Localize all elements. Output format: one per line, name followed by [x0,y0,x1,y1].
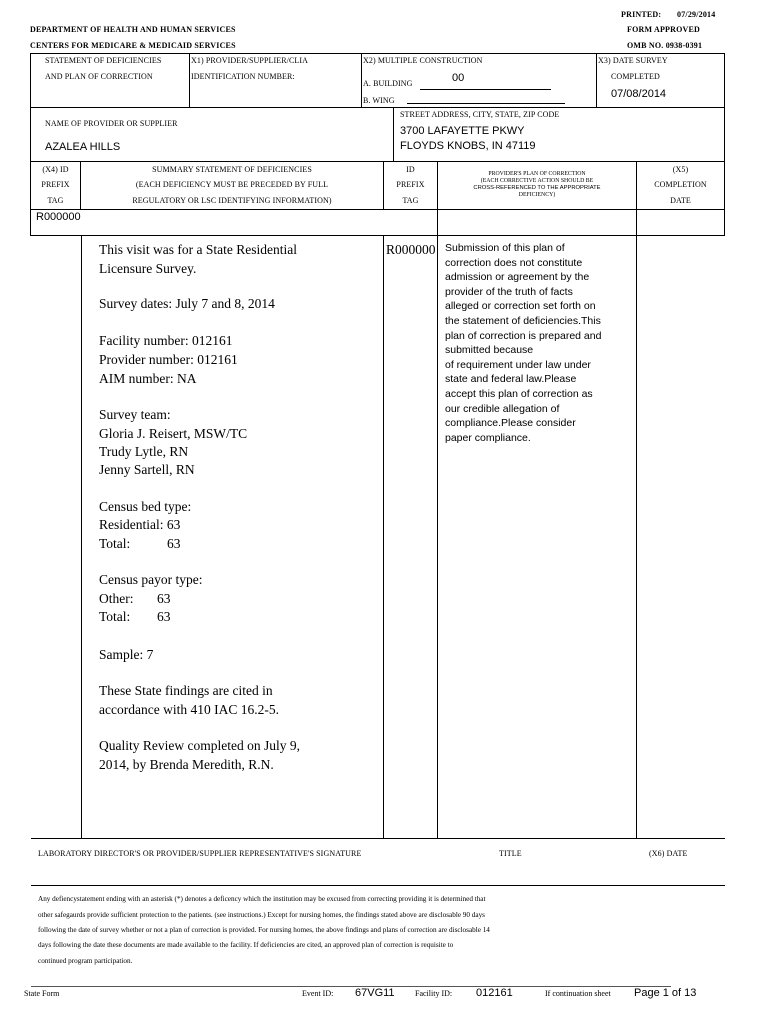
divider-x1 [189,53,190,107]
building-label: A. BUILDING [363,79,413,88]
summary-line: Survey dates: July 7 and 8, 2014 [99,296,275,311]
footer-rule [31,986,671,987]
poc-line: admission or agreement by the [445,271,590,284]
form-status: FORM APPROVED [627,25,701,34]
provider-name: AZALEA HILLS [45,141,121,153]
poc-line: accept this plan of correction as [445,387,593,400]
summary-line: Trudy Lytle, RN [99,444,189,459]
body-divider-poc [636,210,637,838]
building-underline [420,89,551,90]
poc-header-4: DEFICIENCY) [518,192,556,198]
statement-label-2: AND PLAN OF CORRECTION [45,72,153,81]
divider-address [393,107,394,161]
summary-header-1: SUMMARY STATEMENT OF DEFICIENCIES [152,165,312,174]
statement-label-1: STATEMENT OF DEFICIENCIES [45,56,162,65]
x3-label-2: COMPLETED [611,72,660,81]
body-divider-id [437,210,438,838]
summary-line: Total: [99,609,131,624]
summary-line: This visit was for a State Residential [99,242,297,257]
summary-line: Other: [99,591,134,606]
poc-line: the statement of deficiencies.This [445,314,601,327]
row1-bottom-border [30,107,725,108]
poc-line: submitted because [445,344,534,357]
summary-line: 2014, by Brenda Meredith, R.N. [99,757,274,772]
disclaimer-line: days following the date these documents are made available to the facility. If deficiencies are cited, an approved plan of correction is requisite to [38,941,454,949]
summary-line: Provider number: 012161 [99,352,238,367]
footer-event-id-label: Event ID: [302,989,334,998]
poc-line: compliance.Please consider [445,417,576,430]
x4-header-3: TAG [47,196,64,205]
poc-header-2: (EACH CORRECTIVE ACTION SHOULD BE [480,178,594,184]
poc-line: state and federal law.Please [445,373,577,386]
plan-of-correction-text [445,241,630,445]
left-prefix-tag: R000000 [36,211,81,223]
signature-bottom-border [31,885,725,886]
poc-line: provider of the truth of facts [445,285,573,298]
survey-completed-date: 07/08/2014 [611,88,667,100]
summary-value: 63 [157,609,171,624]
summary-line: Survey team: [99,407,171,422]
x5-header-2: COMPLETION [654,180,707,189]
footer-state-form: State Form [24,989,60,998]
x5-header-3: DATE [670,196,691,205]
row3-bottom-border [30,209,725,210]
title-label: TITLE [499,849,522,858]
summary-line: Census bed type: [99,499,192,514]
omb-number: OMB NO. 0938-0391 [627,41,703,50]
x3-label-1: X3) DATE SURVEY [598,56,668,65]
x5-header-1: (X5) [672,165,689,174]
id-header-1: ID [406,165,415,174]
summary-line: Census payor type: [99,572,203,587]
body-divider-prefix [81,235,82,838]
body-bottom-border [31,838,725,839]
disclaimer-line: continued program participation. [38,957,133,965]
box-top-border [30,53,725,54]
address-line-2: FLOYDS KNOBS, IN 47119 [400,140,536,152]
x1-label-1: X1) PROVIDER/SUPPLIER/CLIA [191,56,309,65]
summary-line: accordance with 410 IAC 16.2-5. [99,702,279,717]
x2-label: X2) MULTIPLE CONSTRUCTION [363,56,483,65]
summary-line: Total: [99,536,131,551]
summary-line: Residential: 63 [99,517,181,532]
provider-name-label: NAME OF PROVIDER OR SUPPLIER [45,119,178,128]
summary-line: Gloria J. Reisert, MSW/TC [99,426,248,441]
poc-line: correction does not constitute [445,256,583,269]
poc-line: our credible allegation of [445,402,560,415]
signature-label: LABORATORY DIRECTOR'S OR PROVIDER/SUPPLIER REPRESENTATIVE'S SIGNATURE [38,849,362,858]
summary-value: 63 [157,591,171,606]
body-divider-summary [383,235,384,838]
x4-header-2: PREFIX [41,180,70,189]
poc-line: Submission of this plan of [445,242,565,254]
footer-facility-id: 012161 [476,987,513,999]
poc-line: alleged or correction set forth on [445,300,596,313]
summary-line: Quality Review completed on July 9, [99,738,300,753]
id-header-2: PREFIX [396,180,425,189]
id-header-3: TAG [402,196,419,205]
footer-page-number: Page 1 of 13 [634,987,697,999]
summary-line: AIM number: NA [99,371,197,386]
wing-underline [407,103,565,104]
poc-line: plan of correction is prepared and [445,329,602,342]
footer-event-id: 67VG11 [355,987,395,999]
summary-value: 63 [167,536,181,551]
department-name: DEPARTMENT OF HEALTH AND HUMAN SERVICES [30,25,236,34]
divider-x3 [596,53,597,107]
wing-label: B. WING [363,96,395,105]
footer-facility-id-label: Facility ID: [415,989,453,998]
summary-line: Sample: 7 [99,647,154,662]
date-label: (X6) DATE [649,849,688,858]
summary-line: These State findings are cited in [99,683,273,698]
footer-continuation: If continuation sheet [545,989,611,998]
row2-bottom-border [30,161,725,162]
disclaimer-line: following the date of survey whether or not a plan of correction is provided. For nursing homes, the above findings and plans of correction are disclosable 14 [38,926,490,934]
address-label: STREET ADDRESS, CITY, STATE, ZIP CODE [400,110,560,119]
centers-name: CENTERS FOR MEDICARE & MEDICAID SERVICES [30,41,236,50]
summary-line: Jenny Sartell, RN [99,462,195,477]
printed-label: PRINTED: [621,10,662,19]
poc-header-1: PROVIDER'S PLAN OF CORRECTION [488,171,586,177]
tag-row-divider [31,235,725,236]
address-line-1: 3700 LAFAYETTE PKWY [400,125,525,137]
poc-line: paper compliance. [445,431,531,444]
building-value: 00 [452,72,465,84]
disclaimer-line: Any defiencystatement ending with an asterisk (*) denotes a deficency which the institution may be excused from correcting providing it is determined that [38,895,486,903]
summary-line: Facility number: 012161 [99,333,233,348]
disclaimer-line: other safegaurds provide sufficient protection to the patients. (see instructions.) Except for nursing homes, the findings stated above are disclosable 90 days [38,911,485,919]
x1-label-2: IDENTIFICATION NUMBER: [191,72,295,81]
summary-header-3: REGULATORY OR LSC IDENTIFYING INFORMATION) [132,196,332,205]
summary-line: Licensure Survey. [99,261,197,276]
summary-header-2: (EACH DEFICIENCY MUST BE PRECEDED BY FULL [135,180,329,189]
x4-header-1: (X4) ID [42,165,69,174]
right-prefix-tag: R000000 [386,242,436,257]
poc-header-3: CROSS-REFERENCED TO THE APPROPRIATE [473,185,601,191]
poc-line: of requirement under law under [445,358,591,371]
printed-date: 07/29/2014 [677,10,716,19]
divider-x2 [361,53,362,107]
